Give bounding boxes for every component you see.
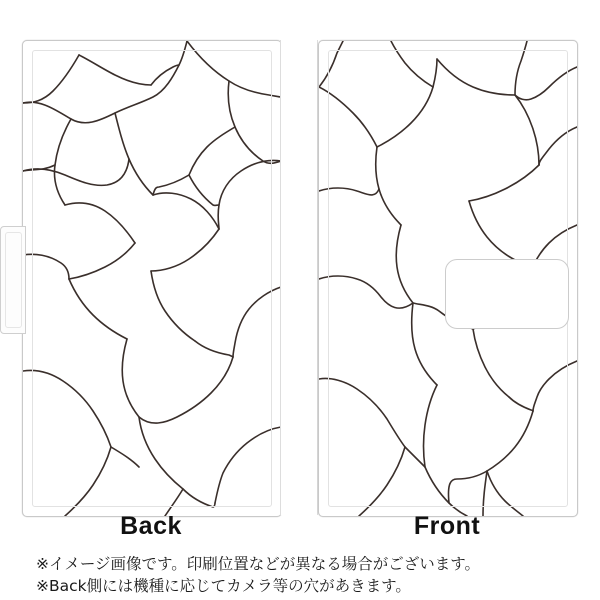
notes-block: [36, 553, 576, 597]
side-flap-inner-edge: [5, 232, 22, 328]
back-label: Back: [120, 512, 182, 540]
note-line-2: ※Back側には機種に応じてカメラ等の穴があきます。: [36, 577, 411, 595]
back-cover: [22, 40, 282, 517]
crack-pattern-back: [23, 41, 281, 516]
front-label: Front: [413, 512, 481, 540]
caption-row: [0, 512, 600, 546]
card-slot-window: [445, 259, 569, 329]
phone-case-mockup: [0, 18, 600, 518]
spine-edge-left: [280, 40, 281, 515]
note-line-1: ※イメージ画像です。印刷位置などが異なる場合がございます。: [36, 555, 481, 573]
side-flap: [0, 226, 26, 334]
front-cover: [318, 40, 578, 517]
case-spine: [280, 40, 318, 515]
